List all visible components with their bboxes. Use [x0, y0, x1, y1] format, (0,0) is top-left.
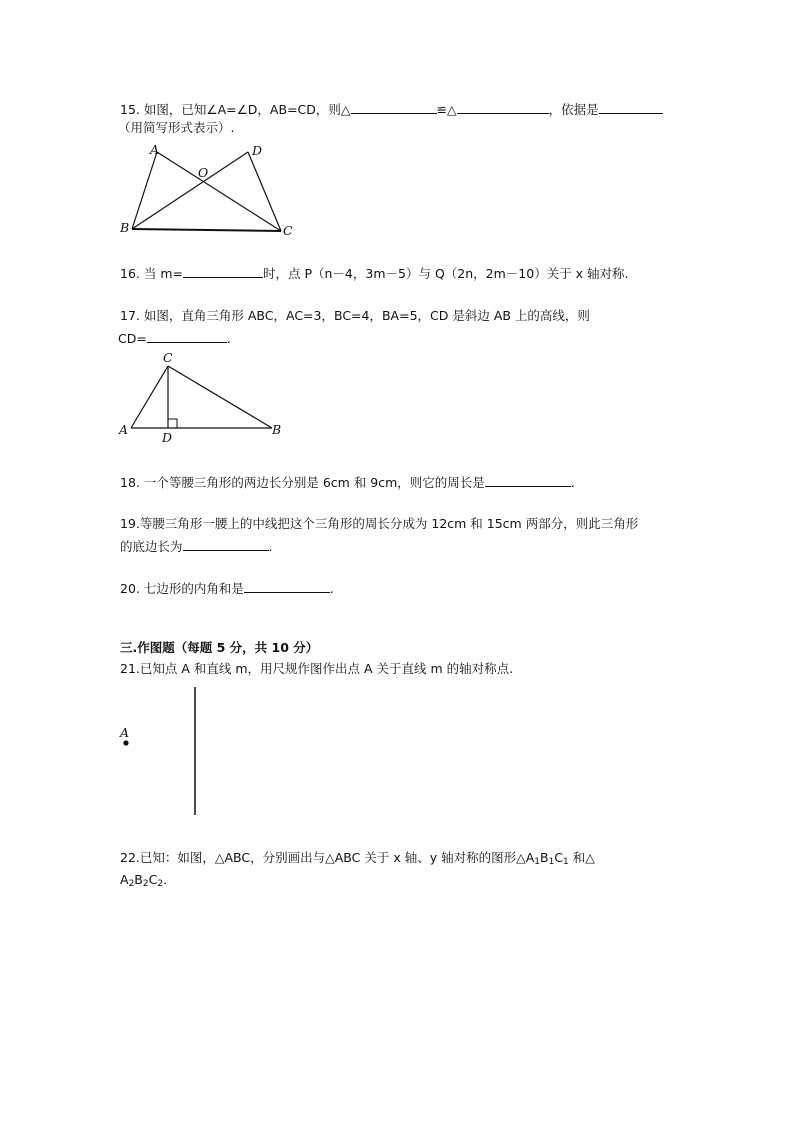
q15-label-a: A [150, 142, 160, 157]
q22-line2 [120, 872, 167, 888]
q22-sub-c1: 1 [563, 857, 569, 867]
q15-text-b: ，依据是 [548, 102, 599, 117]
q19-text-c: . [268, 539, 273, 554]
q17-text-c: . [226, 331, 231, 346]
q16-text-a: 当 m= [143, 266, 183, 281]
q17-label-b: B [272, 422, 282, 437]
q15-text-a: 如图，已知∠A=∠D，AB=CD，则△ [143, 102, 351, 117]
q17-label-d: D [162, 430, 173, 445]
q22-end: . [163, 872, 168, 887]
q15-congruent: ≌△ [436, 102, 457, 117]
q16-text-b: 时，点 P（n－4，3m－5）与 Q（2n，2m－10）关于 x 轴对称. [263, 266, 629, 281]
q15-label-o: O [198, 165, 209, 180]
q21-point-label: A [120, 725, 130, 740]
q22-sub-a1: 1 [534, 857, 540, 867]
q22-sub-a2: 2 [128, 879, 135, 889]
q22-text-a: 已知：如图，△ABC，分别画出与△ABC 关于 x 轴、y 轴对称的图形△A [139, 850, 535, 865]
q21-number: 21. [120, 661, 140, 676]
q20-text-b: . [329, 581, 334, 596]
q21-text: 已知点 A 和直线 m，用尺规作图作出点 A 关于直线 m 的轴对称点. [139, 661, 514, 676]
q17-number: 17. [120, 308, 140, 323]
q15-label-c: C [283, 223, 293, 238]
q22-text-a2: A [120, 872, 129, 887]
q20-number: 20. [120, 581, 140, 596]
q15-label-d: D [252, 143, 263, 158]
q20-text-a: 七边形的内角和是 [143, 581, 244, 596]
q22-text-and: 和△ [568, 850, 595, 865]
q22-text-c1: C [554, 850, 564, 865]
q15-number: 15. [120, 102, 140, 117]
q17-text-a: 如图，直角三角形 ABC，AC=3，BC=4，BA=5，CD 是斜边 AB 上的高线，则 [143, 308, 590, 323]
q22-sub-c2: 2 [157, 879, 164, 889]
q22-text-b2: B [134, 872, 143, 887]
q22-text-b1: B [539, 850, 549, 865]
q19-text-b: 的底边长为 [120, 539, 183, 554]
q17-label-c: C [163, 350, 173, 365]
section3-title: 三.作图题（每题 5 分，共 10 分） [120, 640, 319, 655]
q16-number: 16. [120, 266, 140, 281]
q22-line1 [120, 850, 595, 866]
q18-number: 18. [120, 475, 140, 490]
q22-text-c2: C [148, 872, 158, 887]
q18-text-b: . [570, 475, 575, 490]
q17-text-b: CD= [118, 331, 147, 346]
q18-text-a: 一个等腰三角形的两边长分别是 6cm 和 9cm，则它的周长是 [143, 475, 485, 490]
q19-number: 19. [120, 516, 140, 531]
q22-number: 22. [120, 850, 140, 865]
point-a [123, 740, 128, 745]
q22-sub-b1: 1 [548, 857, 555, 867]
q15-label-b: B [120, 220, 130, 235]
q22-sub-b2: 2 [142, 879, 149, 889]
q15-text-c: （用简写形式表示）. [118, 120, 235, 135]
q19-text-a: 等腰三角形一腰上的中线把这个三角形的周长分成为 12cm 和 15cm 两部分，则此三角形 [139, 516, 639, 531]
q17-label-a: A [119, 422, 129, 437]
